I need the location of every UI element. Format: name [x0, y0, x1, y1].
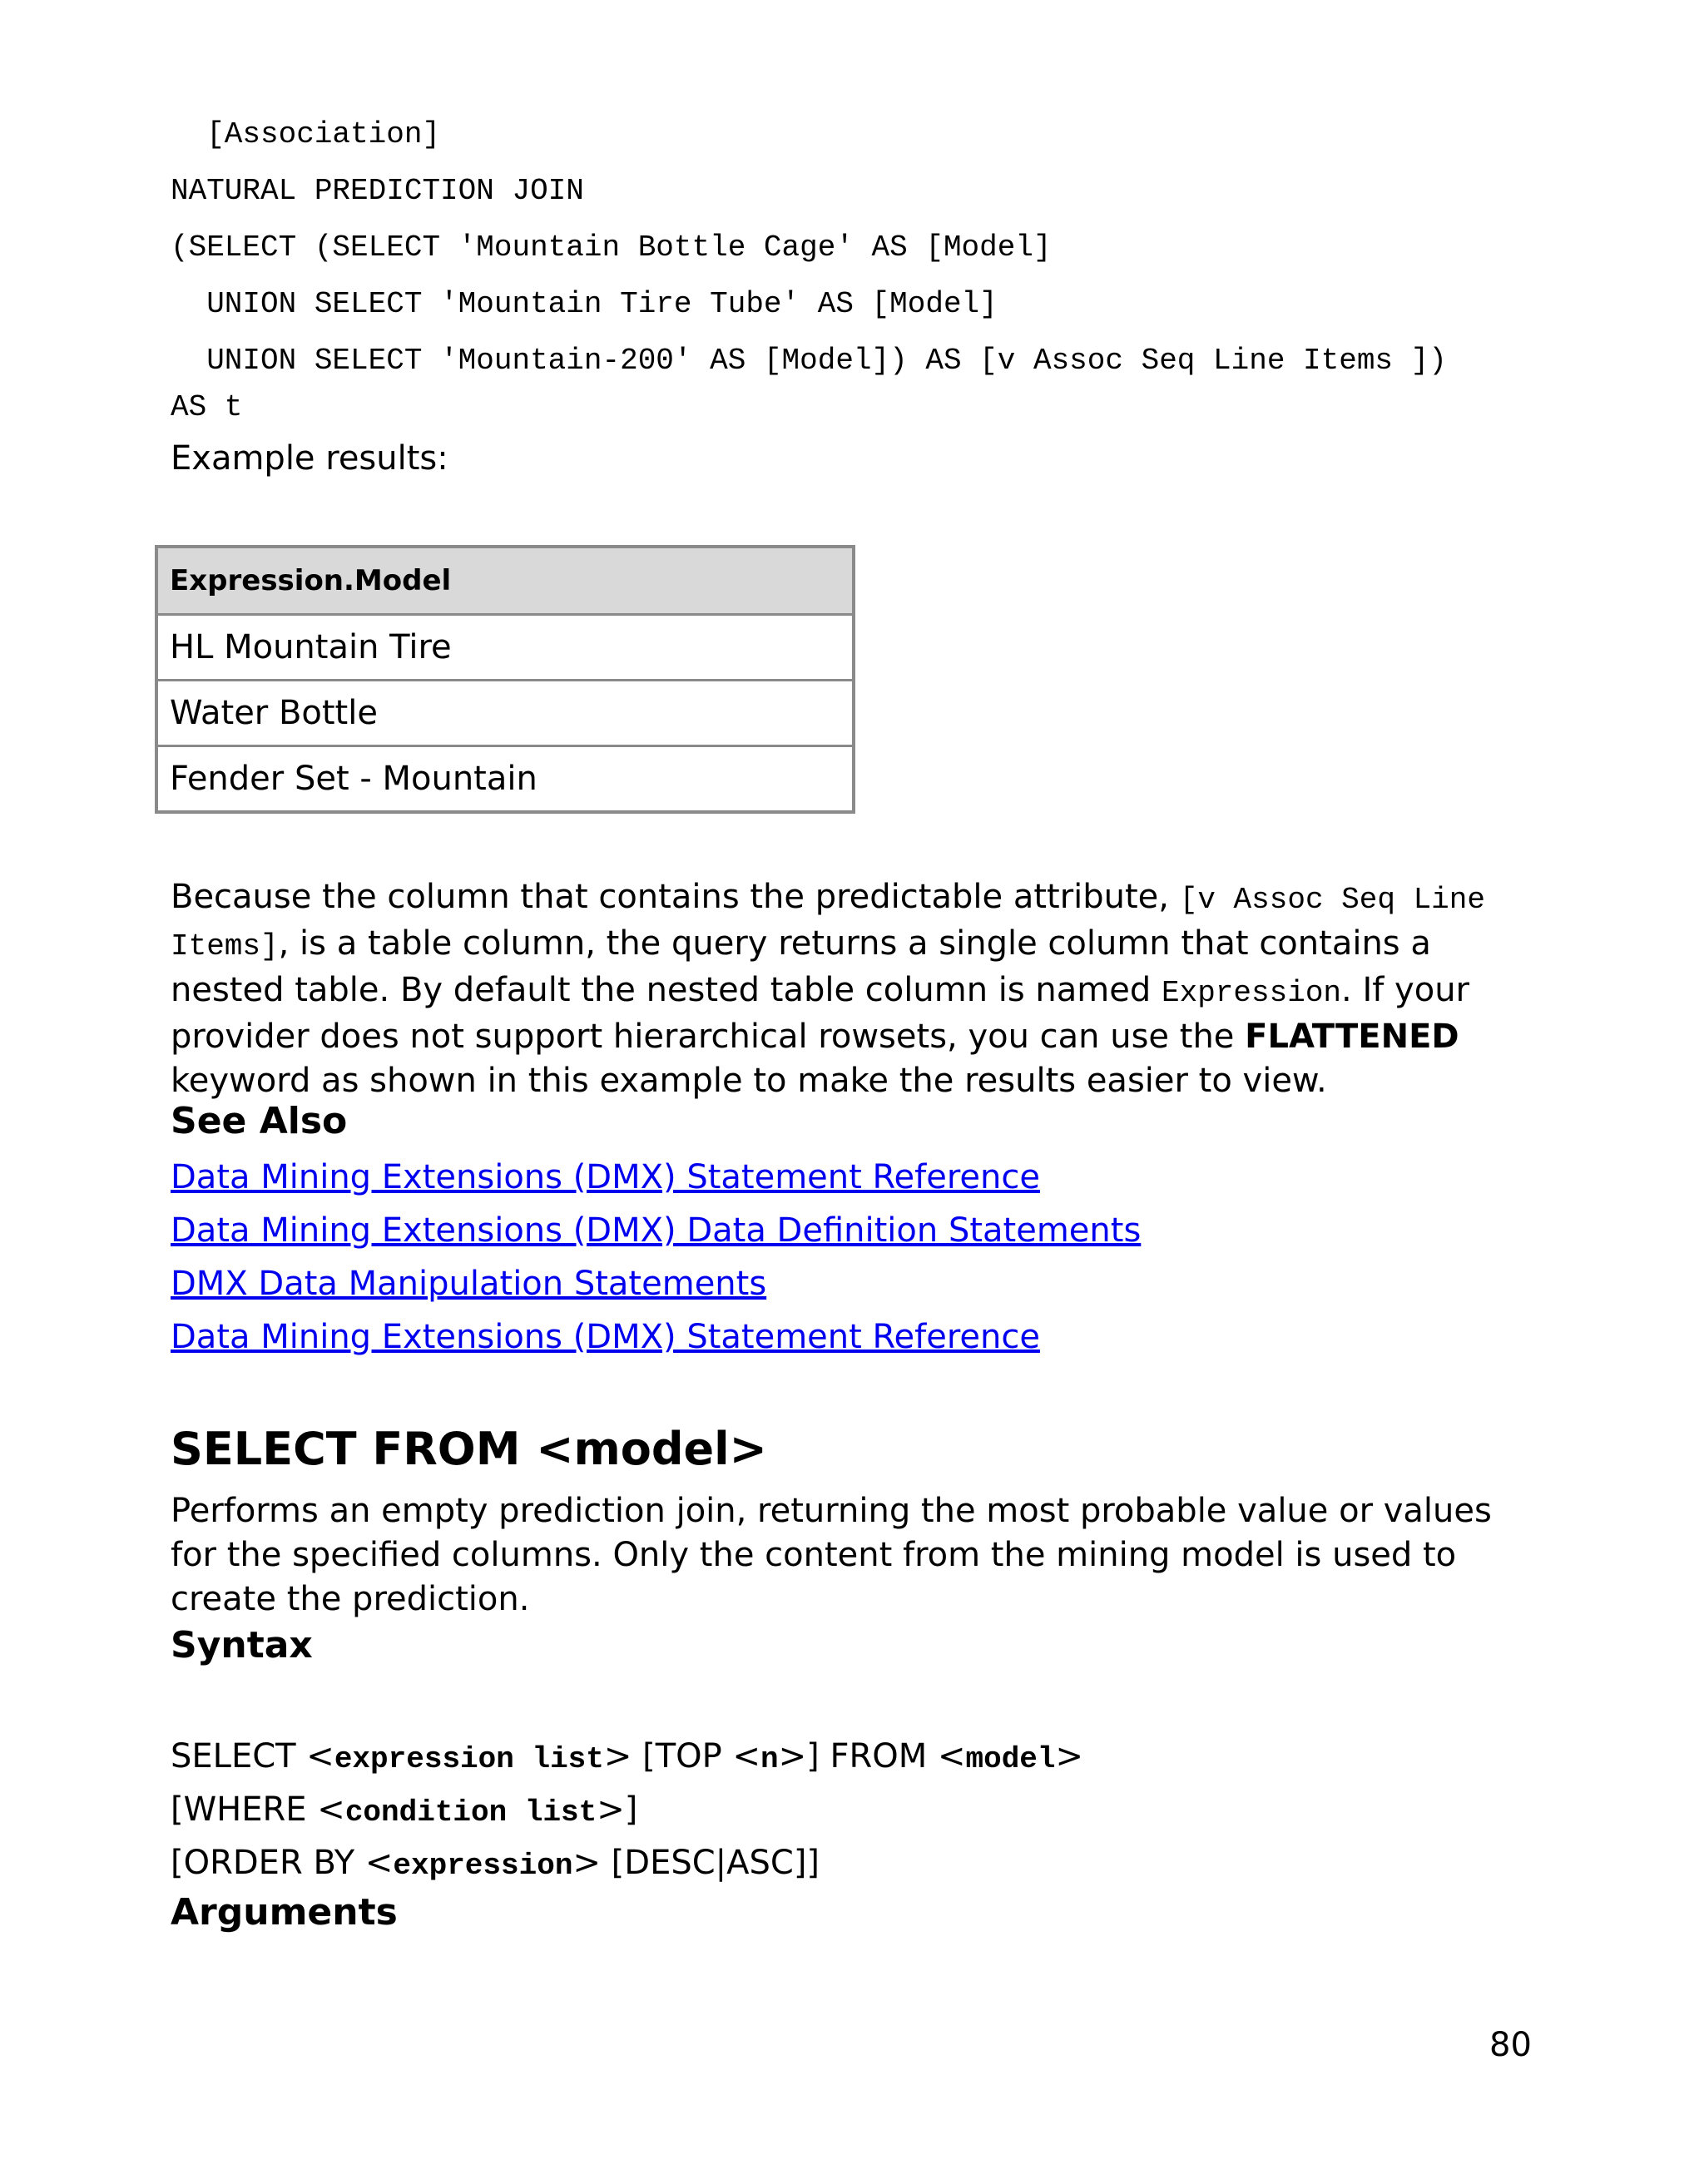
code-line: UNION SELECT 'Mountain-200' AS [Model]) AS [v Assoc Seq Line Items ]) [171, 344, 1447, 378]
syntax-text: >] [597, 1790, 638, 1829]
syntax-text: SELECT < [171, 1737, 334, 1775]
syntax-placeholder: expression [393, 1849, 573, 1883]
explanation-paragraph [171, 875, 1535, 1103]
syntax-line [171, 1841, 820, 1888]
arguments-heading: Arguments [171, 1891, 398, 1934]
page-number: 80 [1489, 2026, 1532, 2064]
syntax-line [171, 1735, 1083, 1781]
syntax-line [171, 1788, 637, 1835]
section-description: Performs an empty prediction join, returning the most probable value or values for the specified columns. Only the content from the mining model is used to create the prediction. [171, 1492, 1492, 1618]
table-row [156, 746, 854, 813]
syntax-heading: Syntax [171, 1624, 313, 1666]
code-line: [Association] [171, 117, 441, 151]
table-row [156, 615, 854, 681]
syntax-placeholder: expression list [334, 1742, 604, 1776]
code-line: NATURAL PREDICTION JOIN [171, 174, 584, 208]
bold-keyword: FLATTENED [1245, 1018, 1459, 1056]
explanation-text: Because the column that contains the predictable attribute, [171, 878, 1180, 916]
table-cell: Fender Set - Mountain [156, 746, 854, 813]
see-also-link[interactable]: Data Mining Extensions (DMX) Data Definition Statements [171, 1211, 1142, 1250]
see-also-link[interactable]: Data Mining Extensions (DMX) Statement Reference [171, 1318, 1040, 1356]
explanation-text: , is a table column, the query returns a single column that contains a nested table. By default the nested table column is named [171, 924, 1431, 1009]
section-title: SELECT FROM <model> [171, 1423, 767, 1475]
see-also-heading: See Also [171, 1100, 348, 1142]
results-table [155, 545, 855, 814]
inline-code: [v Assoc Seq Line Items] [171, 883, 1485, 963]
syntax-text: [ORDER BY < [171, 1844, 394, 1882]
code-line: UNION SELECT 'Mountain Tire Tube' AS [Model] [171, 287, 998, 321]
example-results-label: Example results: [171, 439, 448, 478]
see-also-link[interactable]: Data Mining Extensions (DMX) Statement Reference [171, 1158, 1040, 1196]
explanation-text: keyword as shown in this example to make the results easier to view. [171, 1062, 1327, 1100]
table-header-row [156, 547, 854, 615]
table-cell: Water Bottle [156, 681, 854, 746]
inline-code: Expression [1161, 976, 1342, 1010]
column-header: Expression.Model [156, 547, 854, 615]
syntax-text: [WHERE < [171, 1790, 345, 1829]
syntax-placeholder: condition list [344, 1795, 597, 1830]
syntax-text: > [DESC|ASC]] [572, 1844, 820, 1882]
syntax-placeholder: model [965, 1742, 1056, 1776]
syntax-placeholder: n [760, 1742, 779, 1776]
syntax-text: > [1055, 1737, 1084, 1775]
syntax-text: > [TOP < [603, 1737, 760, 1775]
syntax-text: >] FROM < [778, 1737, 966, 1775]
code-line: AS t [171, 390, 243, 424]
see-also-link[interactable]: DMX Data Manipulation Statements [171, 1265, 767, 1303]
table-cell: HL Mountain Tire [156, 615, 854, 681]
table-row [156, 681, 854, 746]
explanation-text: . If your provider does not support hierarchical rowsets, you can use the [171, 971, 1469, 1056]
code-line: (SELECT (SELECT 'Mountain Bottle Cage' AS [Model] [171, 230, 1052, 265]
